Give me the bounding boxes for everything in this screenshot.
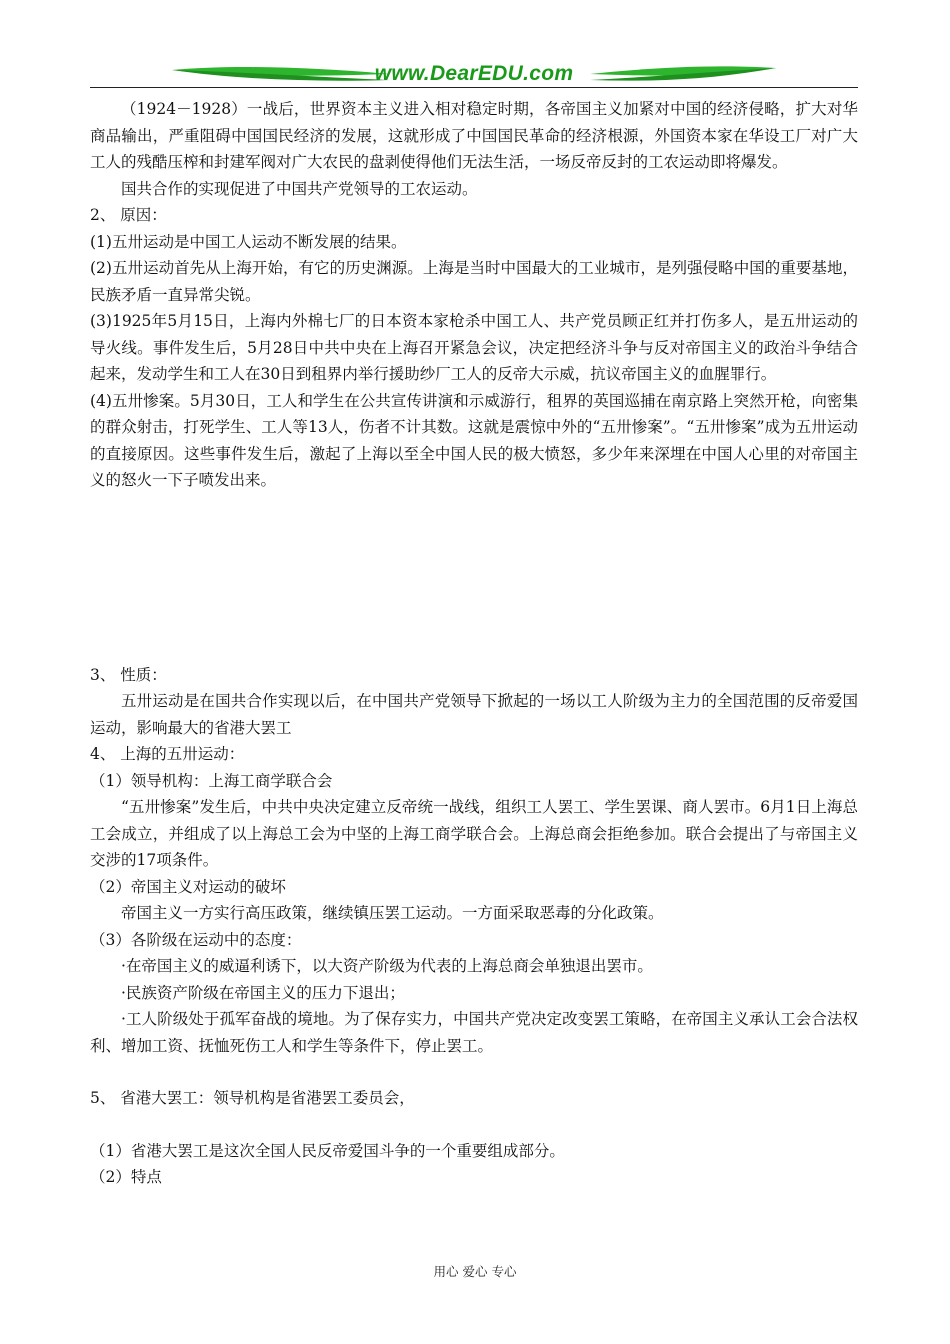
blank-line <box>90 1112 858 1138</box>
subheading-sabotage: （2）帝国主义对运动的破坏 <box>90 877 286 896</box>
cause-item-3: (3)1925年5月15日，上海内外棉七厂的日本资本家枪杀中国工人、共产党员顾正红并打伤多人，是五卅运动的导火线。事件发生后，5月28日中共中央在上海召开紧急会议，决定把经济斗争与反对帝国主义的政治斗争结合起来，发动学生和工人在30日到租界内举行援助纱厂工人的反帝大示威，抗议帝国主义的血腥罪行。 <box>90 312 858 383</box>
leadership-paragraph: “五卅惨案”发生后，中共中央决定建立反帝统一战线，组织工人罢工、学生罢课、商人罢市。6月1日上海总工会成立，并组成了以上海总工会为中坚的上海工商学联合会。上海总商会拒绝参加。联合会提出了与帝国主义交涉的17项条件。 <box>90 798 858 869</box>
nature-paragraph: 五卅运动是在国共合作实现以后，在中国共产党领导下掀起的一场以工人阶级为主力的全国范围的反帝爱国运动，影响最大的省港大罢工 <box>90 692 858 737</box>
section-heading-nature: 3、 性质： <box>90 665 167 684</box>
document-body <box>90 96 858 1191</box>
subheading-attitudes: （3）各阶级在运动中的态度： <box>90 930 302 949</box>
cause-item-2: (2)五卅运动首先从上海开始，有它的历史渊源。上海是当时中国最大的工业城市，是列强侵略中国的重要基地，民族矛盾一直异常尖锐。 <box>90 259 858 304</box>
page-footer: 用心 爱心 专心 <box>433 1264 517 1279</box>
subheading-leadership: （1）领导机构：上海工商学联合会 <box>90 771 333 790</box>
cause-item-1: (1)五卅运动是中国工人运动不断发展的结果。 <box>90 232 407 251</box>
blank-space <box>90 494 858 662</box>
cause-item-4: (4)五卅惨案。5月30日，工人和学生在公共宣传讲演和示威游行，租界的英国巡捕在南京路上突然开枪，向密集的群众射击，打死学生、工人等13人，伤者不计其数。这就是震惊中外的“五卅惨案”。“五卅惨案”成为五卅运动的直接原因。这些事件发生后，激起了上海以至全中国人民的极大愤怒，多少年来深埋在中国人心里的对帝国主义的怒火一下子喷发出来。 <box>90 391 858 489</box>
strike-item-1: （1）省港大罢工是这次全国人民反帝爱国斗争的一个重要组成部分。 <box>90 1141 565 1160</box>
intro-paragraph: （1924－1928）一战后，世界资本主义进入相对稳定时期，各帝国主义加紧对中国的经济侵略，扩大对华商品输出，严重阻碍中国国民经济的发展，这就形成了中国国民革命的经济根源，外国资本家在华设工厂对广大工人的残酷压榨和封建军阀对广大农民的盘剥使得他们无法生活，一场反帝反封的工农运动即将爆发。 <box>90 100 858 171</box>
blank-line <box>90 1059 858 1085</box>
site-name[interactable]: www.DearEDU.com <box>374 62 574 85</box>
strike-item-2: （2）特点 <box>90 1168 162 1186</box>
header-rule <box>90 87 858 88</box>
attitude-bullet-3: ·工人阶级处于孤军奋战的境地。为了保存实力，中国共产党决定改变罢工策略，在帝国主义承认工会合法权利、增加工资、抚恤死伤工人和学生等条件下，停止罢工。 <box>90 1010 858 1055</box>
section-heading-shanghai: 4、 上海的五卅运动： <box>90 745 245 763</box>
paragraph-cooperation: 国共合作的实现促进了中国共产党领导的工农运动。 <box>121 179 478 198</box>
attitude-bullet-1: ·在帝国主义的威逼利诱下，以大资产阶级为代表的上海总商会单独退出罢市。 <box>121 957 653 975</box>
sabotage-paragraph: 帝国主义一方实行高压政策，继续镇压罢工运动。一方面采取恶毒的分化政策。 <box>121 904 664 922</box>
section-heading-causes: 2、 原因： <box>90 206 167 224</box>
section-heading-strike: 5、 省港大罢工：领导机构是省港罢工委员会， <box>90 1089 415 1107</box>
attitude-bullet-2: ·民族资产阶级在帝国主义的压力下退出； <box>121 983 405 1002</box>
